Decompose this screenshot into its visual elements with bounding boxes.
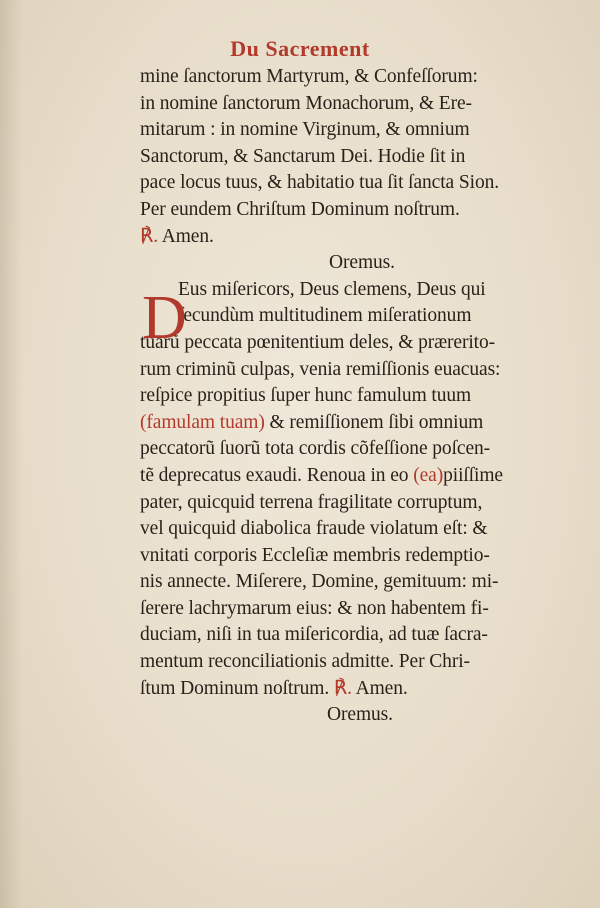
text-line: in nomine ſanctorum Monachorum, & Ere- (140, 92, 472, 114)
text-line: reſpice propitius ſuper hunc famulum tuum (140, 385, 472, 407)
response-symbol: ℟. (333, 677, 352, 699)
response-symbol: ℟. (140, 225, 159, 247)
amen-text: Amen. (355, 677, 408, 699)
text-segment: ſtum Dominum noſtrum. (140, 677, 330, 699)
text-line (140, 676, 580, 703)
text-line: ſecundùm multitudinem miſerationum (178, 305, 472, 327)
text-line: rum criminũ culpas, venia remiſſionis euacuas: (140, 358, 501, 380)
rubric-ea: (ea) (413, 464, 444, 486)
text-segment: & remiſſionem ſibi omnium (269, 411, 484, 433)
text-line: ſerere lachrymarum eius: & non habentem fi- (140, 597, 489, 619)
text-line: tuarũ peccata pœnitentium deles, & prærerito- (140, 331, 496, 353)
text-line (140, 224, 580, 251)
text-line: vel quicquid diabolica fraude violatum eſt: & (140, 518, 488, 540)
text-line: mitarum : in nomine Virginum, & omnium (140, 119, 470, 141)
text-line: mentum reconciliationis admitte. Per Chri- (140, 651, 470, 673)
text-line (140, 410, 580, 437)
text-line: nis annecte. Miſerere, Domine, gemituum: mi- (140, 571, 499, 593)
text-line: duciam, niſi in tua miſericordia, ad tuæ ſacra- (140, 624, 488, 646)
amen-text: Amen. (161, 225, 214, 247)
oremus-heading: Oremus. (329, 252, 395, 274)
oremus-heading: Oremus. (327, 704, 393, 726)
text-line (140, 463, 580, 490)
text-line: vnitati corporis Eccleſiæ membris redemptio- (140, 544, 490, 566)
text-line: peccatorũ ſuorũ tota cordis cõfeſſione poſcen- (140, 438, 491, 460)
main-text (140, 64, 580, 729)
rubric-famulam: (famulam tuam) (140, 411, 265, 433)
text-segment: piiſſime (443, 464, 503, 486)
text-line: pater, quicquid terrena fragilitate corruptum, (140, 491, 483, 513)
text-line: pace locus tuus, & habitatio tua ſit ſancta Sion. (140, 172, 500, 194)
text-line: Eus miſericors, Deus clemens, Deus qui (178, 278, 486, 300)
drop-cap-initial: D (142, 284, 187, 352)
running-header: Du Sacrement (230, 36, 370, 61)
text-segment: tẽ deprecatus exaudi. Renoua in eo (140, 464, 409, 486)
text-line: Per eundem Chriſtum Dominum noſtrum. (140, 198, 460, 220)
text-line: mine ſanctorum Martyrum, & Confeſſorum: (140, 66, 478, 87)
text-line: Sanctorum, & Sanctarum Dei. Hodie ſit in (140, 145, 466, 167)
